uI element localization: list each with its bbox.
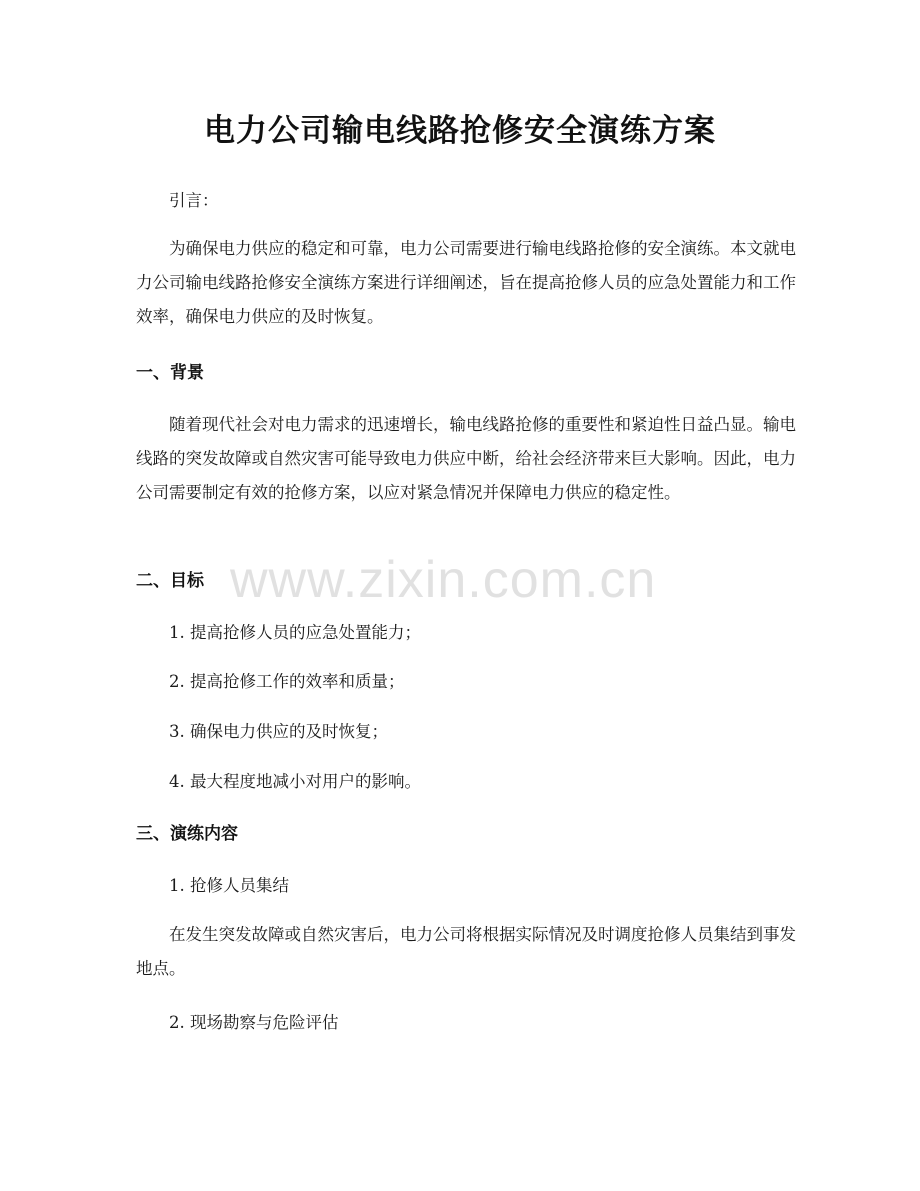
- background-paragraph: 随着现代社会对电力需求的迅速增长，输电线路抢修的重要性和紧迫性日益凸显。输电线路的突发故障或自然灾害可能导致电力供应中断，给社会经济带来巨大影响。因此，电力公司需要制定有效的抢修方案，以应对紧急情况并保障电力供应的稳定性。: [136, 415, 796, 502]
- goal-item-1: 1. 提高抢修人员的应急处置能力；: [169, 623, 421, 642]
- content-item-2-title: 2. 现场勘察与危险评估: [169, 1013, 339, 1032]
- section-heading-background: 一、背景: [136, 363, 204, 383]
- intro-label: 引言：: [169, 191, 219, 210]
- goal-item-2: 2. 提高抢修工作的效率和质量；: [169, 672, 405, 691]
- goal-item-4: 4. 最大程度地减小对用户的影响。: [169, 772, 421, 791]
- content-item-1-title: 1. 抢修人员集结: [169, 876, 289, 895]
- intro-paragraph: 为确保电力供应的稳定和可靠，电力公司需要进行输电线路抢修的安全演练。本文就电力公司输电线路抢修安全演练方案进行详细阐述，旨在提高抢修人员的应急处置能力和工作效率，确保电力供应的及时恢复。: [136, 239, 796, 326]
- document-title: 电力公司输电线路抢修安全演练方案: [204, 113, 716, 149]
- content-item-1-paragraph: 在发生突发故障或自然灾害后，电力公司将根据实际情况及时调度抢修人员集结到事发地点。: [136, 925, 796, 978]
- watermark-text: www.zixin.com.cn: [230, 551, 657, 609]
- goal-item-3: 3. 确保电力供应的及时恢复；: [169, 722, 388, 741]
- section-heading-goals: 二、目标: [136, 571, 204, 591]
- section-heading-content: 三、演练内容: [136, 824, 238, 844]
